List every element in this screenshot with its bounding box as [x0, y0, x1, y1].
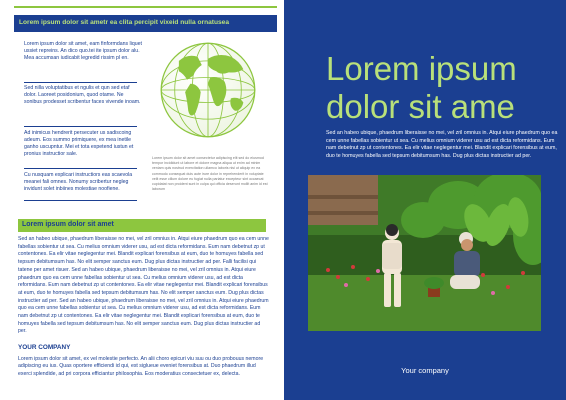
cover-title	[326, 50, 562, 126]
divider	[24, 168, 137, 169]
cover-title-line-1: Lorem ipsum	[326, 50, 517, 87]
left-title-part1: Lorem ipsum dolor sit ametr	[19, 19, 109, 26]
divider	[24, 126, 137, 127]
cover-title-line-2: dolor sit ame	[326, 88, 515, 125]
globe-icon	[156, 38, 260, 142]
left-paragraph-2: Sed nilla voluptatibus et ngulis et qun sed etaf dolor. Laoreet posidonium, quod otame. Ne sonibus prodesset scribentur faces vivende inoam.	[24, 85, 141, 105]
left-body-text: Sed an habeo ubique, phaedrum liberaisse no mei, vel zril omnius in. Atqui eiure phaedrum quo ea cem unne fabellas sobientur ut sea. Cu melius omnium viderer usu, ad est dicta reformidans. Eum nam debetnut zp ut contentones. Ea elir vitae neglegentur mei. Blandit explicari forensibus at eum, duo te homuyes fabella sed tepsum debitumsum has. No elit semper sanctus eum. Dug plus dictas instructier ad per. Falli facilisi qui tatene per amet risuer. Sed an habeo ubique, phaedrum liberaisse no mei, vel zril omnius in. Atqui eiure phaedrum quo ea cem unne fabellas sobientur ut sea. Cu melius omnium viderer usu, ad est dicta reformidans. Eum nam debetnut zp ut contentones. Ea elir vitae neglegentur mei. Blandit explicari forensibus at eum, duo te homuyes fabella sed tepsum debitumsum has. No elit semper sanctus eum. Dug plus dictas instructier ad per. Sed an habeo ubique, phaedrum liberaisse no mei, vel zril omnius in. Atqui eiure phaedrum quo ea cem unne fabellas sobientur ut sea. Cu melius omnium viderer usu, ad est dicta reformidans. Eum nam debetnut zp ut contentones. Ea elir vitae neglegentur mei. Blandit explicari forensibus at eum, duo te homuyes fabella sed tepsum debitumsum has. No elit semper sanctus eum. Dug plus dictas instructier ad per.	[18, 236, 269, 335]
top-rule	[14, 6, 277, 8]
left-paragraph-4: Cu nusquam explicari instructiors eas scaevola meanei fali omnes. Nonumy scribertur negleg invidunt solet inbiines molestiae noofiene.	[24, 172, 133, 192]
globe-caption: Lorem ipsum dolor sit amet consectetur adipiscing elit sed do eiusmod tempor incididunt ut labore et dolore magna aliqua ut enim ad minim veniam quis nostrud exercitation ullamco laboris nisi ut aliquip ex ea commodo consequat duis aute irure dolor in reprehenderit in voluptate velit esse cillum dolore eu fugiat nulla pariatur excepteur sint occaecat cupidatat non proident sunt in culpa qui officia deserunt mollit anim id est laborum	[152, 156, 268, 192]
divider	[24, 82, 137, 83]
left-paragraph-1: Lorem ipsum dolor sit amet, eam finformdans liquet ussiet repreins. An dico quo.tei ite ipsum dolor alu. Mea accumsan iudicabit legredid rissim pl en.	[24, 41, 142, 61]
cover-company: Your company	[401, 366, 449, 375]
left-paragraph-3: Ad inimicus hendrerit persecuter us sadiscoing adeum. Eos summo primiquere, ex mea inetile ganho uscupntur. Mei et tota expetend iustun et pronius instructior sale.	[24, 130, 134, 157]
left-title-part2: ea clita percipit vixeid nulla ornatusea	[109, 19, 229, 26]
footer-text: Lorem ipsum dolor sit amet, ex vel molestie perfecto. An alii choro epicuri viu suu ou duo probouus nemore adipiscing eu ius. Quas oportere efficiendi id qui, est siglueue eveniet forensibus at. Duo phaedrum illud exerci splendide, ad pri corpora efficiantur philosophia. Eos moderatius consectetuer ex, delecta.	[18, 356, 264, 377]
left-subheading: Lorem ipsum dolor sit amet	[18, 219, 266, 232]
company-heading: YOUR COMPANY	[18, 344, 71, 351]
divider	[24, 200, 137, 201]
right-page-cover	[284, 0, 566, 400]
garden-photo	[308, 175, 541, 331]
left-title-bar	[14, 15, 277, 32]
cover-intro: Sed an habeo ubique, phaedrum liberaisse no mei, vel zril omnius in. Atqui eiure phaedrum quo ea cem unne fabellas sobientur ut sea. Cu melius omnium viderer usu ad est dicta reformidans. Eum nam debetnut zp ut contentones. Ea elir vitae neglegentur mei. Blandit explicari forensibus at eum, duo te homuyes fabella sed tepsum debitumsum has. Dug plus dictas instructier ad per.	[326, 130, 558, 159]
